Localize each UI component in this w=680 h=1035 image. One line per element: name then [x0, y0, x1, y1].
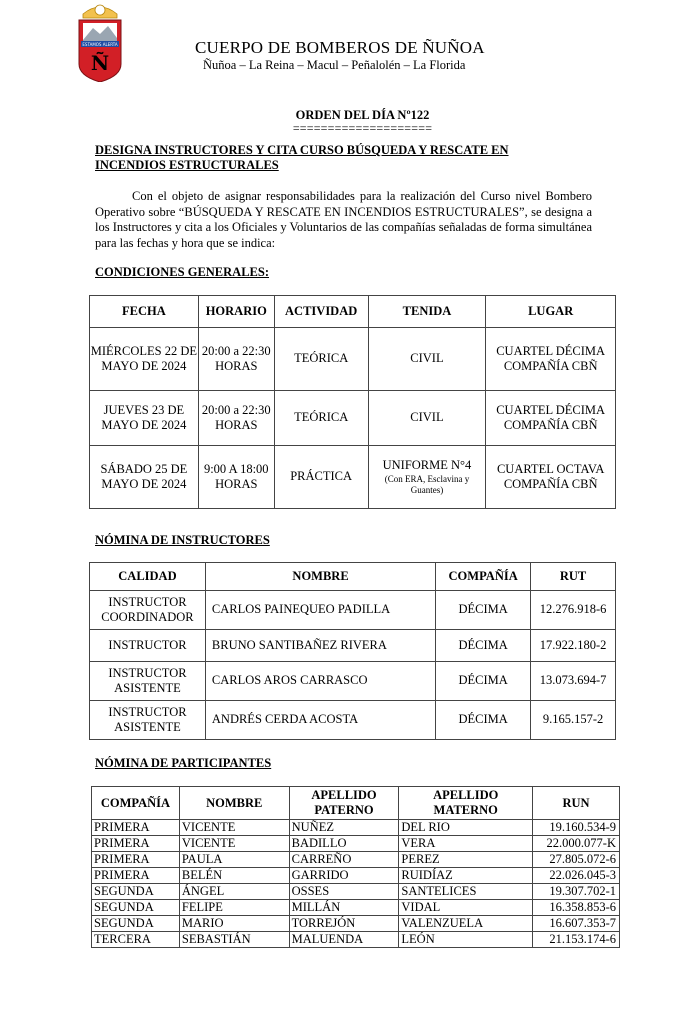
run-cell: 19.160.534-9	[533, 820, 620, 836]
table-row	[90, 391, 616, 446]
table-row	[92, 852, 620, 868]
compania-cell: SEGUNDA	[92, 900, 180, 916]
col-header: COMPAÑÍA	[436, 563, 531, 591]
table-row	[92, 932, 620, 948]
conditions-table	[89, 295, 616, 509]
tenida-cell	[368, 446, 486, 509]
nombre-cell: ANDRÉS CERDA ACOSTA	[205, 701, 435, 740]
table-row	[90, 630, 616, 662]
paterno-cell: GARRIDO	[289, 868, 399, 884]
table-row	[90, 662, 616, 701]
run-cell: 16.607.353-7	[533, 916, 620, 932]
nombre-cell: ÁNGEL	[179, 884, 289, 900]
compania-cell: DÉCIMA	[436, 662, 531, 701]
conditions-section-title: CONDICIONES GENERALES:	[95, 265, 269, 279]
compania-cell: TERCERA	[92, 932, 180, 948]
fecha-cell: MIÉRCOLES 22 DE MAYO DE 2024	[90, 328, 199, 391]
compania-cell: SEGUNDA	[92, 884, 180, 900]
participants-table	[91, 786, 620, 948]
lugar-cell: CUARTEL OCTAVA COMPAÑÍA CBÑ	[486, 446, 616, 509]
run-cell: 16.358.853-6	[533, 900, 620, 916]
calidad-cell: INSTRUCTOR	[90, 630, 206, 662]
materno-cell: VIDAL	[399, 900, 533, 916]
logo-letter: Ñ	[90, 51, 110, 75]
col-header: HORARIO	[198, 296, 274, 328]
col-header: NOMBRE	[205, 563, 435, 591]
table-row	[92, 836, 620, 852]
run-cell: 21.153.174-6	[533, 932, 620, 948]
materno-cell: RUIDÍAZ	[399, 868, 533, 884]
table-row	[92, 900, 620, 916]
materno-cell: VERA	[399, 836, 533, 852]
compania-cell: PRIMERA	[92, 836, 180, 852]
run-cell: 22.026.045-3	[533, 868, 620, 884]
paterno-cell: TORREJÓN	[289, 916, 399, 932]
run-cell: 27.805.072-6	[533, 852, 620, 868]
fecha-cell: JUEVES 23 DE MAYO DE 2024	[90, 391, 199, 446]
participants-section-title: NÓMINA DE PARTICIPANTES	[95, 756, 272, 770]
table-row	[90, 446, 616, 509]
fire-department-shield-logo	[75, 2, 125, 82]
run-cell: 22.000.077-K	[533, 836, 620, 852]
tenida-value: UNIFORME N°4	[382, 458, 472, 473]
col-header: ACTIVIDAD	[274, 296, 368, 328]
paterno-cell: BADILLO	[289, 836, 399, 852]
actividad-cell: TEÓRICA	[274, 328, 368, 391]
nombre-cell: MARIO	[179, 916, 289, 932]
paterno-cell: MILLÁN	[289, 900, 399, 916]
nombre-cell: CARLOS PAINEQUEO PADILLA	[205, 591, 435, 630]
col-header: CALIDAD	[90, 563, 206, 591]
table-header-row	[90, 296, 616, 328]
col-header: TENIDA	[368, 296, 486, 328]
materno-cell: SANTELICES	[399, 884, 533, 900]
instructors-table	[89, 562, 616, 740]
horario-cell: 20:00 a 22:30 HORAS	[198, 391, 274, 446]
nombre-cell: VICENTE	[179, 820, 289, 836]
table-row	[92, 884, 620, 900]
horario-cell: 20:00 a 22:30 HORAS	[198, 328, 274, 391]
compania-cell: DÉCIMA	[436, 630, 531, 662]
materno-cell: VALENZUELA	[399, 916, 533, 932]
lugar-cell: CUARTEL DÉCIMA COMPAÑÍA CBÑ	[486, 391, 616, 446]
intro-paragraph: Con el objeto de asignar responsabilidades para la realización del Curso nivel Bombero Operativo sobre “BÚSQUEDA Y RESCATE EN INCENDIOS ESTRUCTURALES”, se designa a los Instructores y cita a los Oficiales y Voluntarios de las compañías señaladas de forma simultánea para las fechas y hora que se indica:	[95, 189, 592, 250]
rut-cell: 13.073.694-7	[531, 662, 616, 701]
actividad-cell: TEÓRICA	[274, 391, 368, 446]
calidad-cell: INSTRUCTOR ASISTENTE	[90, 701, 206, 740]
table-header-row	[92, 787, 620, 820]
compania-cell: PRIMERA	[92, 868, 180, 884]
tenida-cell: CIVIL	[368, 328, 486, 391]
nombre-cell: FELIPE	[179, 900, 289, 916]
col-header: LUGAR	[486, 296, 616, 328]
rut-cell: 9.165.157-2	[531, 701, 616, 740]
nombre-cell: BELÉN	[179, 868, 289, 884]
horario-cell: 9:00 A 18:00 HORAS	[198, 446, 274, 509]
compania-cell: PRIMERA	[92, 852, 180, 868]
paterno-cell: MALUENDA	[289, 932, 399, 948]
rut-cell: 17.922.180-2	[531, 630, 616, 662]
communes-line: Ñuñoa – La Reina – Macul – Peñalolén – La Florida	[203, 58, 466, 72]
nombre-cell: SEBASTIÁN	[179, 932, 289, 948]
fecha-cell: SÁBADO 25 DE MAYO DE 2024	[90, 446, 199, 509]
participants-body	[92, 820, 620, 948]
col-header: APELLIDO MATERNO	[399, 787, 533, 820]
table-row	[90, 591, 616, 630]
nombre-cell: CARLOS AROS CARRASCO	[205, 662, 435, 701]
paterno-cell: CARREÑO	[289, 852, 399, 868]
document-title: ORDEN DEL DÍA Nº122	[295, 108, 430, 122]
compania-cell: SEGUNDA	[92, 916, 180, 932]
run-cell: 19.307.702-1	[533, 884, 620, 900]
nombre-cell: VICENTE	[179, 836, 289, 852]
nombre-cell: BRUNO SANTIBAÑEZ RIVERA	[205, 630, 435, 662]
col-header: COMPAÑÍA	[92, 787, 180, 820]
title-separator: ====================	[292, 121, 433, 135]
paterno-cell: OSSES	[289, 884, 399, 900]
table-row	[90, 701, 616, 740]
tenida-cell: CIVIL	[368, 391, 486, 446]
table-row	[92, 916, 620, 932]
nombre-cell: PAULA	[179, 852, 289, 868]
table-row	[92, 868, 620, 884]
col-header: FECHA	[90, 296, 199, 328]
col-header: RUN	[533, 787, 620, 820]
table-row	[90, 328, 616, 391]
instructors-section-title: NÓMINA DE INSTRUCTORES	[95, 533, 270, 547]
compania-cell: DÉCIMA	[436, 701, 531, 740]
col-header: NOMBRE	[179, 787, 289, 820]
calidad-cell: INSTRUCTOR COORDINADOR	[90, 591, 206, 630]
actividad-cell: PRÁCTICA	[274, 446, 368, 509]
compania-cell: DÉCIMA	[436, 591, 531, 630]
col-header: RUT	[531, 563, 616, 591]
materno-cell: DEL RIO	[399, 820, 533, 836]
calidad-cell: INSTRUCTOR ASISTENTE	[90, 662, 206, 701]
document-heading: DESIGNA INSTRUCTORES Y CITA CURSO BÚSQUEDA Y RESCATE EN INCENDIOS ESTRUCTURALES	[95, 143, 509, 172]
tenida-note: (Con ERA, Esclavina y Guantes)	[384, 473, 470, 495]
paterno-cell: NUÑEZ	[289, 820, 399, 836]
table-header-row	[90, 563, 616, 591]
table-row	[92, 820, 620, 836]
logo-motto: ESTAMOS ALERTA	[82, 41, 118, 47]
lugar-cell: CUARTEL DÉCIMA COMPAÑÍA CBÑ	[486, 328, 616, 391]
organization-name: CUERPO DE BOMBEROS DE ÑUÑOA	[195, 38, 485, 57]
materno-cell: LEÓN	[399, 932, 533, 948]
rut-cell: 12.276.918-6	[531, 591, 616, 630]
col-header: APELLIDO PATERNO	[289, 787, 399, 820]
materno-cell: PEREZ	[399, 852, 533, 868]
compania-cell: PRIMERA	[92, 820, 180, 836]
